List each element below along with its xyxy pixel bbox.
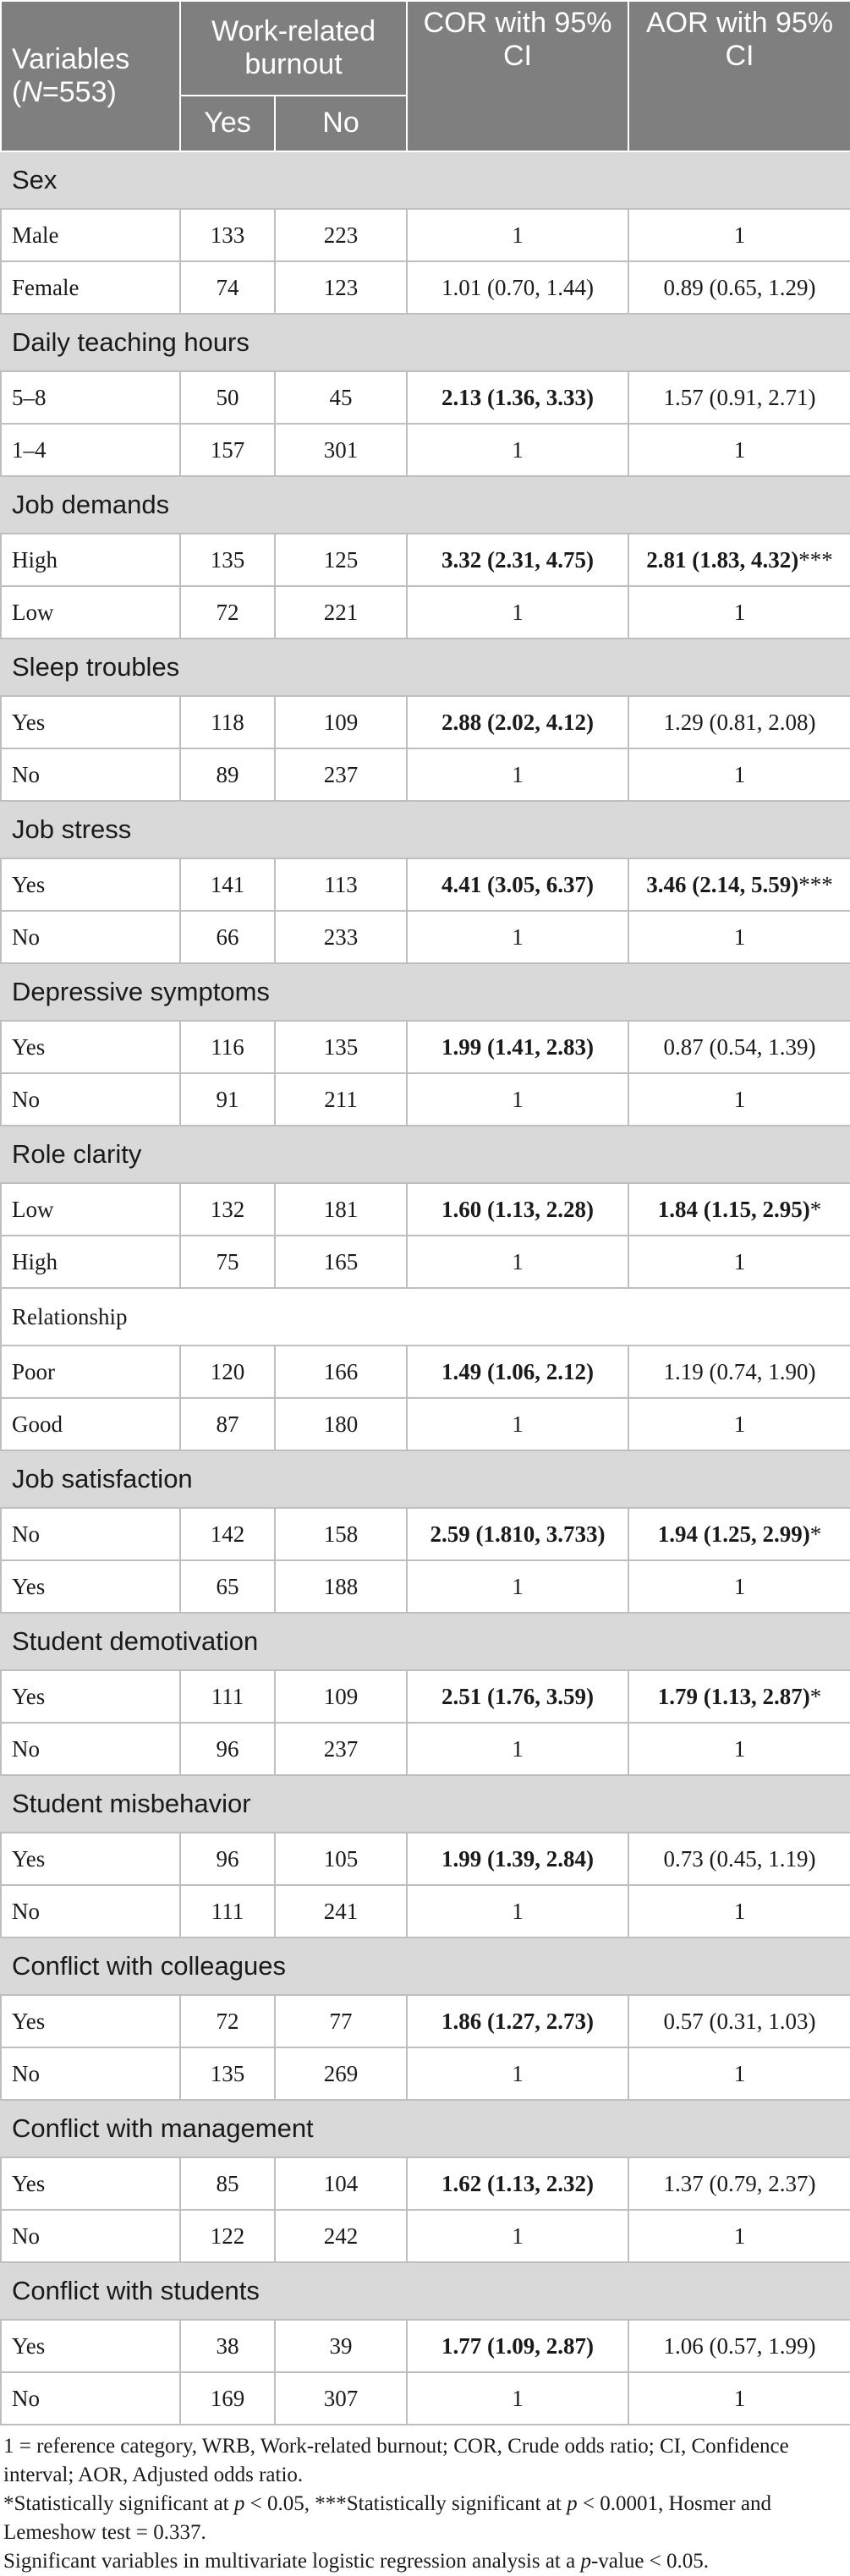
cor-value: 1 [407, 748, 628, 801]
table-row [1, 424, 850, 476]
cor-value: 1 [407, 586, 628, 639]
aor-value: 0.89 (0.65, 1.29) [628, 261, 850, 314]
category-label: Yes [1, 2320, 180, 2372]
burnout-yes-count: 96 [180, 1723, 275, 1775]
aor-value: 2.81 (1.83, 4.32)*** [628, 534, 850, 586]
burnout-yes-count: 116 [180, 1021, 275, 1073]
cor-value: 3.32 (2.31, 4.75) [407, 534, 628, 586]
category-label: Female [1, 261, 180, 314]
significance-marker: *** [798, 871, 833, 897]
burnout-no-count: 233 [275, 911, 407, 963]
category-label: Good [1, 1398, 180, 1450]
burnout-no-count: 180 [275, 1398, 407, 1450]
table-header [1, 1, 850, 151]
table-row [1, 1508, 850, 1560]
table-row [1, 1183, 850, 1236]
burnout-yes-count: 132 [180, 1183, 275, 1236]
footnote-multivariate: Significant variables in multivariate logistic regression analysis at a p-value < 0.05. [3, 2550, 710, 2573]
burnout-yes-count: 96 [180, 1833, 275, 1885]
category-label: Yes [1, 1833, 180, 1885]
aor-value: 1.57 (0.91, 2.71) [628, 371, 850, 424]
table-row [1, 696, 850, 748]
burnout-yes-count: 122 [180, 2210, 275, 2262]
section-title: Role clarity [1, 1126, 850, 1183]
aor-value: 1 [628, 424, 850, 476]
cor-value: 1 [407, 911, 628, 963]
cor-value: 1 [407, 2047, 628, 2100]
category-label: Male [1, 209, 180, 261]
category-label: Yes [1, 1560, 180, 1613]
burnout-no-count: 242 [275, 2210, 407, 2262]
section-row [1, 1613, 850, 1670]
cor-value: 2.51 (1.76, 3.59) [407, 1670, 628, 1723]
cor-value: 1.01 (0.70, 1.44) [407, 261, 628, 314]
section-row [1, 801, 850, 858]
burnout-yes-count: 118 [180, 696, 275, 748]
cor-value: 1 [407, 1723, 628, 1775]
section-title: Job demands [1, 476, 850, 534]
burnout-yes-count: 120 [180, 1346, 275, 1398]
footnote-significance: *Statistically significant at p < 0.05, ***Statistically significant at p < 0.0001, Hosmer and Lemeshow test = 0.337. [3, 2492, 771, 2544]
aor-value: 1.94 (1.25, 2.99)* [628, 1508, 850, 1560]
burnout-yes-count: 135 [180, 2047, 275, 2100]
category-label: No [1, 2210, 180, 2262]
cor-value: 1 [407, 1560, 628, 1613]
section-title: Student misbehavior [1, 1775, 850, 1833]
category-label: 5–8 [1, 371, 180, 424]
burnout-yes-count: 50 [180, 371, 275, 424]
aor-value: 3.46 (2.14, 5.59)*** [628, 858, 850, 911]
cor-value: 1.99 (1.41, 2.83) [407, 1021, 628, 1073]
burnout-yes-count: 85 [180, 2157, 275, 2210]
burnout-no-count: 77 [275, 1995, 407, 2047]
category-label: No [1, 2047, 180, 2100]
category-label: Yes [1, 858, 180, 911]
footnote-abbreviations: 1 = reference category, WRB, Work-related burnout; COR, Crude odds ratio; CI, Confidence interval; AOR, Adjusted odds ratio. [3, 2435, 789, 2486]
cor-header: COR with 95% CI [407, 1, 628, 151]
category-label: Yes [1, 1021, 180, 1073]
cor-value: 2.88 (2.02, 4.12) [407, 696, 628, 748]
burnout-no-count: 105 [275, 1833, 407, 1885]
cor-value: 1 [407, 1885, 628, 1937]
burnout-yes-count: 75 [180, 1236, 275, 1288]
burnout-no-count: 301 [275, 424, 407, 476]
category-label: Yes [1, 1670, 180, 1723]
burnout-yes-count: 133 [180, 209, 275, 261]
category-label: Yes [1, 2157, 180, 2210]
section-title: Sleep troubles [1, 639, 850, 696]
category-label: No [1, 748, 180, 801]
burnout-yes-count: 157 [180, 424, 275, 476]
cor-value: 1 [407, 209, 628, 261]
category-label: 1–4 [1, 424, 180, 476]
section-row [1, 2262, 850, 2320]
cor-value: 1 [407, 424, 628, 476]
aor-value: 1.29 (0.81, 2.08) [628, 696, 850, 748]
section-title: Student demotivation [1, 1613, 850, 1670]
table-row [1, 1398, 850, 1450]
table-row [1, 261, 850, 314]
burnout-yes-count: 111 [180, 1885, 275, 1937]
burnout-no-count: 113 [275, 858, 407, 911]
table-row [1, 1670, 850, 1723]
table-row [1, 858, 850, 911]
burnout-yes-count: 65 [180, 1560, 275, 1613]
burnout-yes-count: 74 [180, 261, 275, 314]
category-label: Low [1, 586, 180, 639]
aor-value: 0.73 (0.45, 1.19) [628, 1833, 850, 1885]
section-row [1, 1937, 850, 1995]
table-row [1, 2210, 850, 2262]
burnout-yes-count: 142 [180, 1508, 275, 1560]
section-title: Conflict with colleagues [1, 1937, 850, 1995]
table-row [1, 2157, 850, 2210]
cor-value: 1.62 (1.13, 2.32) [407, 2157, 628, 2210]
cor-value: 2.59 (1.810, 3.733) [407, 1508, 628, 1560]
section-row [1, 151, 850, 209]
cor-value: 1 [407, 1236, 628, 1288]
burnout-yes-count: 87 [180, 1398, 275, 1450]
aor-value: 1.19 (0.74, 1.90) [628, 1346, 850, 1398]
table-row [1, 209, 850, 261]
aor-value: 1 [628, 1885, 850, 1937]
section-row [1, 476, 850, 534]
burnout-yes-count: 135 [180, 534, 275, 586]
table-row [1, 1236, 850, 1288]
section-row [1, 2100, 850, 2157]
aor-value: 1 [628, 2372, 850, 2425]
section-title: Daily teaching hours [1, 314, 850, 371]
burnout-yes-count: 89 [180, 748, 275, 801]
section-title: Job satisfaction [1, 1450, 850, 1508]
burnout-no-count: 165 [275, 1236, 407, 1288]
burnout-header: Work-related burnout [180, 1, 407, 96]
category-label: No [1, 1885, 180, 1937]
table-body [1, 151, 850, 2425]
burnout-yes-count: 66 [180, 911, 275, 963]
category-label: Yes [1, 1995, 180, 2047]
burnout-no-count: 181 [275, 1183, 407, 1236]
table-row [1, 1021, 850, 1073]
aor-value: 1 [628, 209, 850, 261]
category-label: No [1, 2372, 180, 2425]
significance-marker: * [809, 1521, 822, 1547]
category-label: Poor [1, 1346, 180, 1398]
table-row [1, 1346, 850, 1398]
section-row [1, 314, 850, 371]
cor-value: 2.13 (1.36, 3.33) [407, 371, 628, 424]
section-row [1, 639, 850, 696]
section-title: Conflict with students [1, 2262, 850, 2320]
category-label: No [1, 1073, 180, 1126]
no-header: No [275, 96, 407, 151]
variables-label: Variables [12, 42, 130, 75]
section-row [1, 963, 850, 1021]
burnout-no-count: 211 [275, 1073, 407, 1126]
aor-value: 1.37 (0.79, 2.37) [628, 2157, 850, 2210]
aor-value: 1.06 (0.57, 1.99) [628, 2320, 850, 2372]
section-title: Job stress [1, 801, 850, 858]
cor-value: 1 [407, 2210, 628, 2262]
burnout-yes-count: 91 [180, 1073, 275, 1126]
category-label: No [1, 911, 180, 963]
table-row [1, 2320, 850, 2372]
section-title: Conflict with management [1, 2100, 850, 2157]
burnout-no-count: 223 [275, 209, 407, 261]
table-row [1, 2372, 850, 2425]
burnout-no-count: 166 [275, 1346, 407, 1398]
significance-marker: *** [798, 546, 833, 573]
aor-value: 1 [628, 1073, 850, 1126]
table-row [1, 371, 850, 424]
table-row [1, 1995, 850, 2047]
burnout-no-count: 188 [275, 1560, 407, 1613]
significance-marker: * [809, 1196, 822, 1222]
cor-value: 1 [407, 1398, 628, 1450]
burnout-no-count: 237 [275, 1723, 407, 1775]
burnout-no-count: 158 [275, 1508, 407, 1560]
table-row [1, 748, 850, 801]
aor-value: 1 [628, 1723, 850, 1775]
table-row [1, 534, 850, 586]
table-footnotes [0, 2425, 850, 2576]
burnout-no-count: 109 [275, 1670, 407, 1723]
category-label: High [1, 1236, 180, 1288]
section-row [1, 1775, 850, 1833]
aor-value: 1 [628, 2210, 850, 2262]
section-title: Sex [1, 151, 850, 209]
aor-value: 1.84 (1.15, 2.95)* [628, 1183, 850, 1236]
category-label: No [1, 1508, 180, 1560]
burnout-yes-count: 72 [180, 1995, 275, 2047]
aor-header: AOR with 95% CI [628, 1, 850, 151]
burnout-no-count: 135 [275, 1021, 407, 1073]
variables-header [1, 1, 180, 151]
category-label: Low [1, 1183, 180, 1236]
table-row [1, 1885, 850, 1937]
cor-value: 4.41 (3.05, 6.37) [407, 858, 628, 911]
table-row [1, 911, 850, 963]
burnout-no-count: 125 [275, 534, 407, 586]
burnout-yes-count: 38 [180, 2320, 275, 2372]
n-label: (N=553) [12, 76, 117, 108]
category-label: High [1, 534, 180, 586]
section-row [1, 1450, 850, 1508]
burnout-no-count: 221 [275, 586, 407, 639]
table-row [1, 1833, 850, 1885]
burnout-yes-count: 111 [180, 1670, 275, 1723]
cor-value: 1 [407, 1073, 628, 1126]
significance-marker: * [809, 1683, 822, 1709]
aor-value: 1 [628, 1560, 850, 1613]
yes-header: Yes [180, 96, 275, 151]
category-label: No [1, 1723, 180, 1775]
burnout-no-count: 45 [275, 371, 407, 424]
burnout-no-count: 39 [275, 2320, 407, 2372]
aor-value: 1 [628, 748, 850, 801]
burnout-no-count: 241 [275, 1885, 407, 1937]
table-row [1, 1560, 850, 1613]
section-row [1, 1288, 850, 1346]
aor-value: 1 [628, 1236, 850, 1288]
section-row [1, 1126, 850, 1183]
burnout-no-count: 307 [275, 2372, 407, 2425]
table-row [1, 2047, 850, 2100]
section-title: Depressive symptoms [1, 963, 850, 1021]
burnout-no-count: 104 [275, 2157, 407, 2210]
aor-value: 1 [628, 911, 850, 963]
table-row [1, 1723, 850, 1775]
burnout-no-count: 269 [275, 2047, 407, 2100]
aor-value: 1 [628, 2047, 850, 2100]
cor-value: 1.77 (1.09, 2.87) [407, 2320, 628, 2372]
table-row [1, 586, 850, 639]
cor-value: 1 [407, 2372, 628, 2425]
burnout-yes-count: 169 [180, 2372, 275, 2425]
cor-value: 1.49 (1.06, 2.12) [407, 1346, 628, 1398]
aor-value: 1 [628, 586, 850, 639]
table-row [1, 1073, 850, 1126]
burnout-yes-count: 72 [180, 586, 275, 639]
aor-value: 0.57 (0.31, 1.03) [628, 1995, 850, 2047]
aor-value: 1 [628, 1398, 850, 1450]
burnout-no-count: 109 [275, 696, 407, 748]
burnout-no-count: 123 [275, 261, 407, 314]
cor-value: 1.60 (1.13, 2.28) [407, 1183, 628, 1236]
cor-value: 1.86 (1.27, 2.73) [407, 1995, 628, 2047]
category-label: Yes [1, 696, 180, 748]
cor-value: 1.99 (1.39, 2.84) [407, 1833, 628, 1885]
burnout-no-count: 237 [275, 748, 407, 801]
burnout-yes-count: 141 [180, 858, 275, 911]
aor-value: 0.87 (0.54, 1.39) [628, 1021, 850, 1073]
aor-value: 1.79 (1.13, 2.87)* [628, 1670, 850, 1723]
section-title: Relationship [1, 1288, 850, 1346]
